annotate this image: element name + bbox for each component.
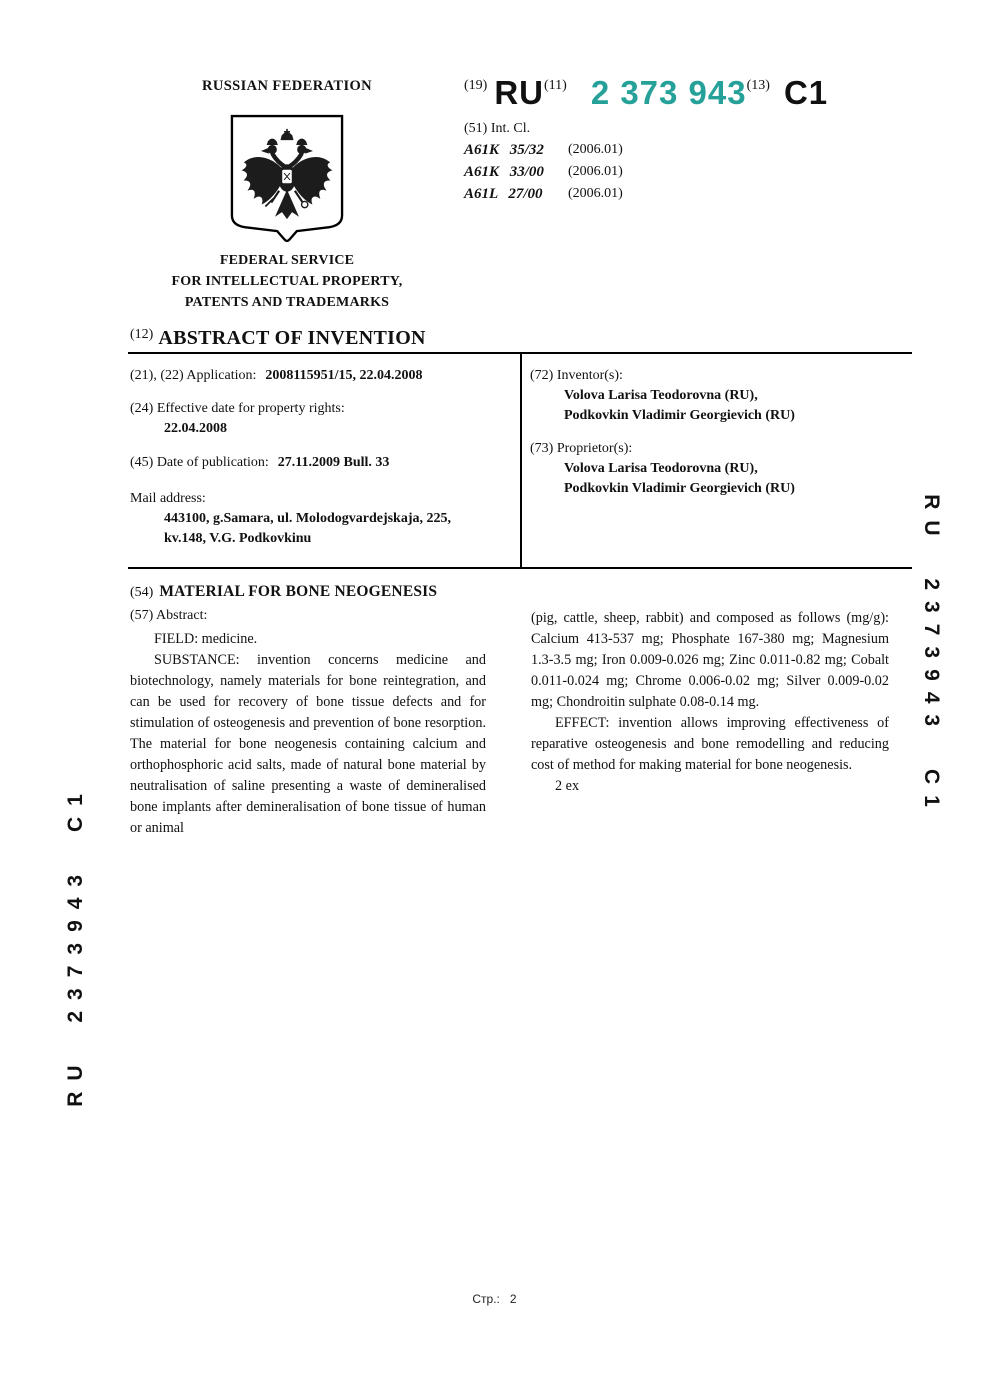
country-name: RUSSIAN FEDERATION [201, 78, 373, 94]
inid-19: (19) [464, 78, 488, 93]
ipc-version-date: (2006.01) [568, 142, 623, 157]
bibliography-right-cell [530, 366, 915, 499]
application-row [130, 366, 508, 386]
ipc-code-list [464, 141, 934, 203]
ipc-code-row [464, 141, 934, 159]
effective-date-value: 22.04.2008 [164, 421, 227, 436]
abstract-paragraph: SUBSTANCE: invention concerns medicine and biotechnology, namely materials for bone reintegration, and can be used for recovery of bone tissue defects and for stimulation of osteogenesis and prevention of bone resorption. The material for bone neogenesis containing calcium and orthophosphoric acid salts, made of natural bone material by neutralisation of saline presenting a waste of demineralised bone implants after demineralisation of bone tissue of human or animal [130, 652, 486, 836]
country-code: RU [494, 74, 544, 111]
inid-12: (12) [130, 327, 154, 342]
ipc-version-date: (2006.01) [568, 186, 623, 201]
mail-address-line: kv.148, V.G. Podkovkinu [164, 531, 312, 546]
publication-line [464, 76, 934, 110]
inventor-name: Volova Larisa Teodorovna (RU), [564, 388, 758, 403]
publication-date-value: 27.11.2009 Bull. 33 [277, 455, 390, 470]
mail-address-lines [130, 509, 508, 549]
application-value: 2008115951/15, 22.04.2008 [265, 368, 423, 383]
bibliography-left-cell [130, 366, 508, 549]
ipc-version-date: (2006.01) [568, 164, 623, 179]
application-label: (21), (22) Application: [130, 368, 257, 383]
inventors-label: (72) Inventor(s): [530, 368, 623, 383]
publication-number: 2 373 943 [590, 74, 747, 111]
office-name-line: PATENTS AND TRADEMARKS [184, 295, 390, 310]
abstract-label: (57) Abstract: [130, 608, 208, 623]
abstract-paragraph: (pig, cattle, sheep, rabbit) and composed as follows (mg/g): Calcium 413-537 mg; Phosphate 167-380 mg; Magnesium 1.3-3.5 mg; Iron 0.009-0.026 mg; Zinc 0.011-0.82 mg; Cobalt 0.011-0.024 mg; Chrome 0.006-0.02 mg; Silver 0.009-0.02 mg; Chondroitin sulphate 0.08-0.14 mg. [531, 610, 889, 710]
invention-title: MATERIAL FOR BONE NEOGENESIS [159, 583, 438, 600]
effective-date-row [130, 399, 508, 439]
header-right [464, 76, 934, 203]
mail-address-label: Mail address: [130, 491, 206, 506]
inid-54: (54) [130, 585, 154, 600]
office-name [128, 250, 446, 313]
right-margin-publication-code: RU 2373943 C1 [920, 494, 943, 818]
ipc-code-row [464, 185, 934, 203]
inid-13: (13) [746, 78, 770, 93]
publication-date-row [130, 453, 508, 473]
abstract-paragraph: FIELD: medicine. [154, 631, 258, 647]
inventors-list [530, 386, 915, 426]
table-bottom-rule [128, 567, 912, 569]
abstract-paragraph: EFFECT: invention allows improving effectiveness of reparative osteogenesis and bone remodelling and reducing cost of method for making material for bone neogenesis. [531, 715, 889, 773]
proprietor-name: Volova Larisa Teodorovna (RU), [564, 461, 758, 476]
invention-title-row [130, 583, 437, 601]
footer-page-number: 2 [509, 1292, 517, 1306]
kind-code: C1 [783, 74, 829, 111]
abstract-banner-title: ABSTRACT OF INVENTION [158, 327, 426, 349]
int-cl-label: (51) Int. Cl. [464, 121, 531, 136]
proprietors-label: (73) Proprietor(s): [530, 441, 633, 456]
abstract-paragraph: 2 ex [555, 778, 580, 794]
table-column-divider [520, 352, 522, 567]
russian-coat-of-arms-icon [228, 112, 346, 244]
publication-date-label: (45) Date of publication: [130, 455, 269, 470]
office-name-line: FEDERAL SERVICE [219, 253, 355, 268]
left-margin-publication-code: RU 2373943 C1 [64, 783, 87, 1107]
mail-address-row [130, 489, 508, 509]
abstract-banner [130, 326, 426, 350]
effective-date-label: (24) Effective date for property rights: [130, 401, 345, 416]
abstract-column-right [531, 608, 889, 797]
inid-11: (11) [544, 78, 567, 93]
mail-address-line: 443100, g.Samara, ul. Molodogvardejskaja, 225, [164, 511, 451, 526]
header-left [128, 78, 446, 313]
proprietor-name: Podkovkin Vladimir Georgievich (RU) [564, 481, 795, 496]
proprietors-list [530, 459, 915, 499]
office-name-line: FOR INTELLECTUAL PROPERTY, [171, 274, 403, 289]
page-footer [0, 1292, 989, 1306]
inventor-name: Podkovkin Vladimir Georgievich (RU) [564, 408, 795, 423]
ipc-code: A61L 27/00 [464, 186, 543, 202]
ipc-code-row [464, 163, 934, 181]
ipc-code: A61K 33/00 [464, 164, 544, 180]
ipc-code: A61K 35/32 [464, 142, 544, 158]
abstract-column-left [130, 629, 486, 839]
footer-page-label: Стр.: [472, 1292, 500, 1306]
